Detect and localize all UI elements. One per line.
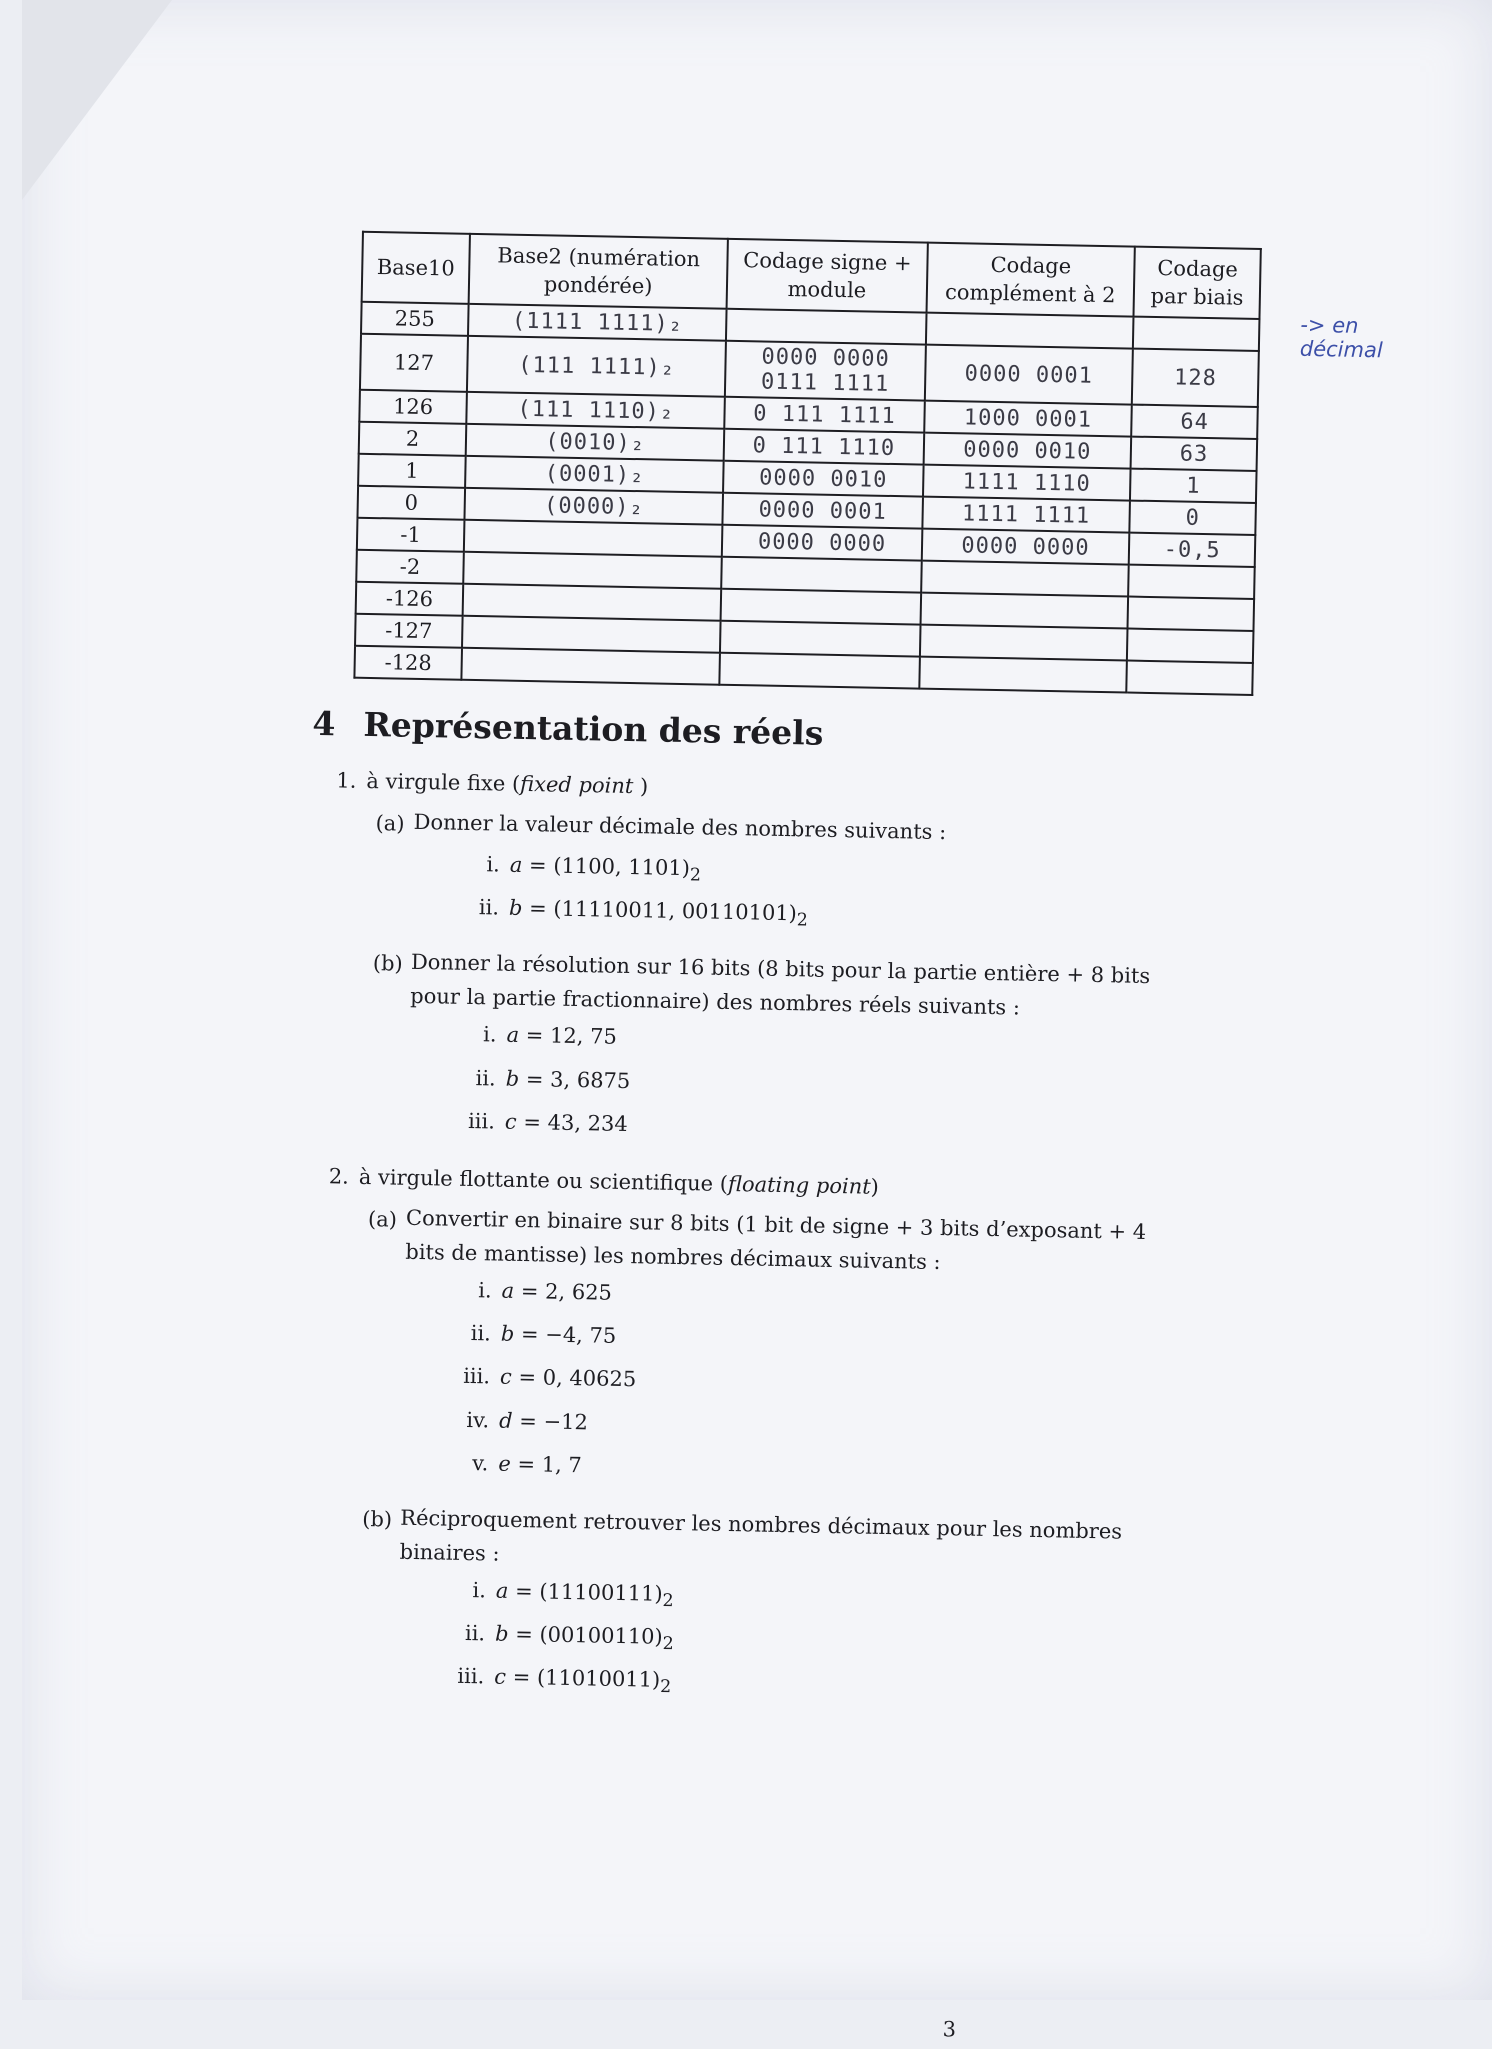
sub-question-text: Donner la valeur décimale des nombres suivants :: [413, 805, 1194, 854]
variable-name: b: [501, 1322, 515, 1346]
equals-sign: =: [508, 1622, 539, 1647]
cell-bias: [1133, 317, 1259, 351]
cell-base2: (1111 1111)₂: [468, 304, 727, 341]
cell-base2: (111 1110)₂: [466, 392, 725, 429]
page-content: [294, 230, 1262, 1730]
value-label: i.: [451, 1272, 492, 1309]
variable-value: (00100110): [539, 1622, 663, 1648]
equals-sign: =: [511, 1452, 542, 1477]
value-label: iii.: [444, 1658, 485, 1695]
value-label: i.: [460, 846, 501, 883]
variable-name: b: [509, 896, 523, 920]
cell-sm: [720, 653, 920, 689]
exercise-item: [319, 1157, 1244, 1716]
equals-sign: =: [506, 1665, 537, 1690]
cell-base10: 2: [359, 422, 467, 456]
cell-sm: [720, 621, 920, 657]
sub-question-label: (b): [362, 1500, 401, 1539]
item-term: floating point: [728, 1172, 871, 1199]
variable-value: 12, 75: [550, 1024, 617, 1049]
value-label: i.: [446, 1572, 487, 1609]
variable-name: d: [499, 1408, 513, 1432]
cell-base10: -127: [355, 614, 463, 648]
variable-value: (11100111): [539, 1579, 663, 1605]
equals-sign: =: [514, 1322, 545, 1347]
value-label: ii.: [455, 1059, 496, 1096]
header-bias: Codage par biais: [1134, 247, 1261, 319]
cell-sm: 0000 0010: [723, 461, 923, 497]
cell-sm: 0 111 1110: [724, 429, 924, 465]
variable-name: a: [496, 1578, 509, 1602]
sub-question-label: (b): [373, 944, 412, 983]
sub-question: [363, 1200, 1243, 1503]
variable-name: c: [505, 1109, 517, 1133]
value-list: [363, 1270, 1242, 1503]
cell-base10: -126: [356, 582, 464, 616]
cell-sm: 0000 0000 0111 1111: [725, 341, 925, 401]
value-list: [374, 844, 1250, 947]
cell-sm: [726, 309, 926, 345]
section-heading: [312, 704, 1253, 761]
variable-name: a: [506, 1023, 519, 1047]
cell-base2: (0001)₂: [465, 456, 724, 493]
cell-base10: 126: [359, 390, 467, 424]
cell-bias: 0: [1130, 501, 1256, 535]
cell-c2: 0000 0010: [923, 433, 1131, 469]
cell-base2: (0010)₂: [466, 424, 725, 461]
cell-c2: 1111 1110: [923, 465, 1131, 501]
sub-question-text: Réciproquement retrouver les nombres décimaux pour les nombres binaires :: [399, 1501, 1180, 1584]
cell-base10: -2: [356, 550, 464, 584]
variable-name: b: [506, 1066, 520, 1090]
value-label: ii.: [445, 1615, 486, 1652]
variable-name: a: [510, 853, 523, 877]
sub-question-text: Convertir en binaire sur 8 bits (1 bit de signe + 3 bits d’exposant + 4 bits de mantisse) les nombres décimaux suivants :: [405, 1201, 1186, 1284]
value-label: i.: [456, 1016, 497, 1053]
sub-question-label: (a): [375, 804, 414, 843]
cell-sm: [722, 557, 922, 593]
section-number: 4: [312, 704, 336, 743]
variable-value: 2, 625: [545, 1279, 612, 1304]
cell-base2: (111 1111)₂: [467, 336, 726, 397]
cell-base2: [462, 616, 721, 653]
cell-c2: 1111 1111: [922, 497, 1130, 533]
cell-bias: [1127, 661, 1253, 695]
value-label: iii.: [450, 1358, 491, 1395]
variable-name: b: [495, 1622, 509, 1646]
base-subscript: 2: [662, 1634, 674, 1654]
item-number: 2.: [328, 1157, 359, 1196]
sub-question: [359, 1500, 1238, 1716]
variable-name: a: [501, 1279, 514, 1303]
variable-value: 3, 6875: [550, 1067, 631, 1093]
equals-sign: =: [514, 1279, 545, 1304]
sub-question-label: (a): [368, 1200, 407, 1239]
variable-value: 43, 234: [547, 1110, 628, 1136]
variable-value: (11110011, 00110101): [553, 897, 797, 926]
cell-bias: 64: [1132, 405, 1258, 439]
sub-question-list: [319, 1199, 1243, 1716]
equals-sign: =: [519, 1023, 550, 1048]
equals-sign: =: [519, 1067, 550, 1092]
variable-value: 1, 7: [542, 1452, 583, 1477]
value-label: ii.: [459, 889, 500, 926]
variable-name: e: [498, 1451, 511, 1475]
header-base2: Base2 (numération pondérée): [469, 234, 729, 309]
item-text: à virgule flottante ou scientifique (: [359, 1165, 729, 1196]
cell-c2: [919, 657, 1127, 693]
value-list: [369, 1014, 1246, 1160]
cell-c2: 0000 0000: [921, 529, 1129, 565]
cell-base2: (0000)₂: [464, 488, 723, 525]
cell-base10: 0: [357, 486, 465, 520]
cell-base2: [464, 520, 723, 557]
cell-c2: [921, 561, 1129, 597]
cell-base10: 127: [360, 334, 468, 392]
cell-sm: [721, 589, 921, 625]
base-subscript: 2: [797, 911, 809, 931]
value-list: [359, 1570, 1236, 1716]
folded-corner: [22, 0, 172, 200]
equals-sign: =: [522, 853, 553, 878]
cell-base10: -1: [357, 518, 465, 552]
paper-sheet: [22, 0, 1492, 2000]
variable-name: c: [500, 1365, 512, 1389]
cell-bias: [1128, 565, 1254, 599]
cell-c2: [919, 625, 1127, 661]
cell-c2: 1000 0001: [924, 401, 1132, 437]
base-subscript: 2: [662, 1591, 674, 1611]
base-subscript: 2: [660, 1677, 672, 1697]
page-number: 3: [942, 2017, 956, 2041]
cell-bias: 1: [1130, 469, 1256, 503]
item-text-end: ): [870, 1175, 879, 1199]
item-number: 1.: [336, 761, 367, 800]
value-label: iv.: [449, 1401, 490, 1438]
equals-sign: =: [508, 1579, 539, 1604]
base-subscript: 2: [690, 865, 702, 885]
exercise-list: [294, 761, 1252, 1716]
header-sign-module: Codage signe + module: [727, 239, 927, 313]
variable-value: (11010011): [537, 1666, 661, 1692]
variable-name: c: [494, 1665, 506, 1689]
cell-sm: 0000 0000: [722, 525, 922, 561]
variable-value: (1100, 1101): [553, 854, 690, 881]
equals-sign: =: [512, 1408, 543, 1433]
cell-base10: 255: [361, 302, 469, 336]
sub-question: [369, 944, 1248, 1160]
conversion-table: [353, 231, 1261, 696]
equals-sign: =: [512, 1365, 543, 1390]
item-term: fixed point: [520, 772, 634, 798]
cell-bias: [1128, 597, 1254, 631]
equals-sign: =: [522, 896, 553, 921]
cell-c2: [925, 313, 1133, 349]
variable-value: −4, 75: [545, 1323, 616, 1348]
equals-sign: =: [516, 1110, 547, 1135]
value-label: v.: [448, 1444, 489, 1481]
cell-bias: [1127, 629, 1253, 663]
sub-question: [374, 804, 1251, 947]
cell-base2: [461, 648, 720, 685]
cell-bias: -0,5: [1129, 533, 1255, 567]
decimal-annotation: -> en décimal: [1300, 313, 1384, 363]
item-text: à virgule fixe (: [366, 769, 520, 796]
cell-base2: [463, 584, 722, 621]
cell-c2: [920, 593, 1128, 629]
exercise-item: [329, 761, 1251, 1160]
cell-c2: 0000 0001: [924, 345, 1133, 405]
value-label: ii.: [451, 1315, 492, 1352]
cell-base2: [463, 552, 722, 589]
value-label: iii.: [455, 1102, 496, 1139]
cell-sm: 0000 0001: [723, 493, 923, 529]
header-twos-complement: Codage complément à 2: [926, 243, 1135, 317]
cell-bias: 63: [1131, 437, 1257, 471]
cell-bias: 128: [1132, 349, 1259, 407]
sub-question-list: [329, 803, 1250, 1160]
cell-base10: 1: [358, 454, 466, 488]
item-text-end: ): [633, 774, 648, 798]
cell-sm: 0 111 1111: [725, 397, 925, 433]
section-title: Représentation des réels: [363, 705, 824, 753]
header-base10: Base10: [362, 232, 470, 304]
cell-base10: -128: [354, 646, 462, 680]
variable-value: −12: [543, 1409, 588, 1434]
variable-value: 0, 40625: [542, 1366, 636, 1392]
table-body: [354, 302, 1259, 695]
sub-question-text: Donner la résolution sur 16 bits (8 bits pour la partie entière + 8 bits pour la partie fractionnaire) des nombres réels suivants :: [410, 945, 1191, 1028]
